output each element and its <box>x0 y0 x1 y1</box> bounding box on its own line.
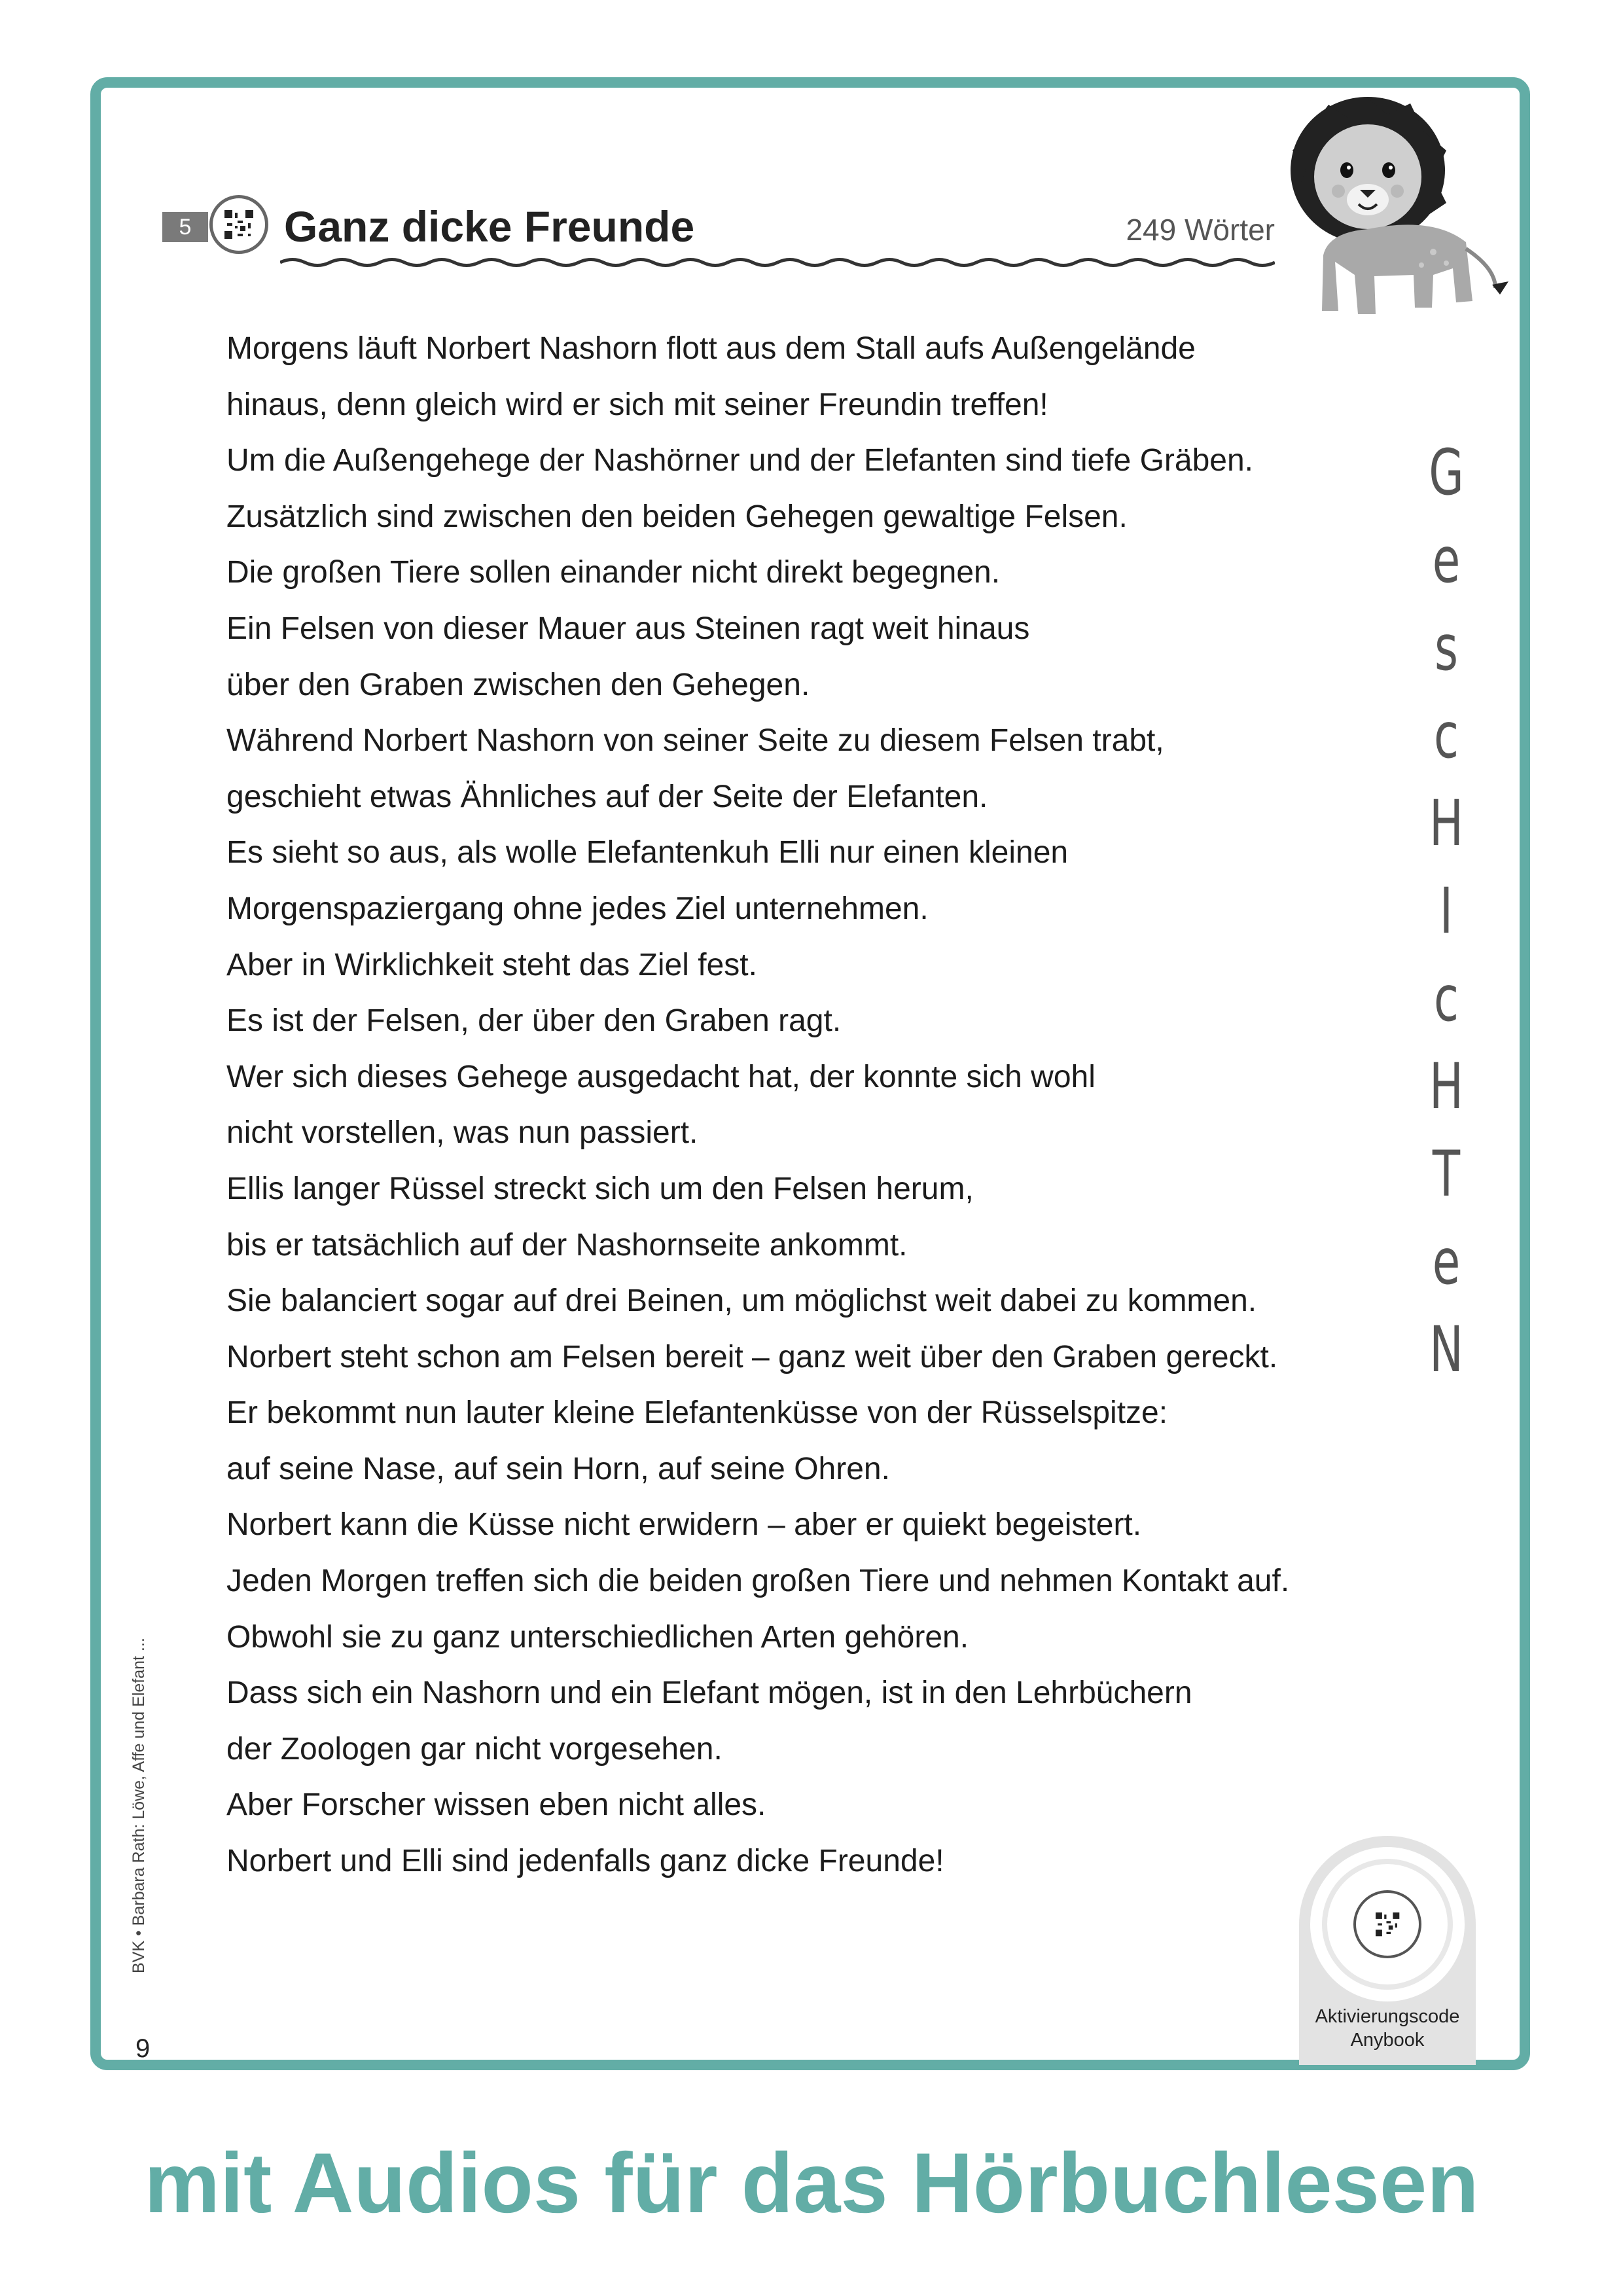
story-line: Obwohl sie zu ganz unterschiedlichen Arten gehören. <box>226 1619 969 1655</box>
story-line: Er bekommt nun lauter kleine Elefantenküsse von der Rüsselspitze: <box>226 1395 1168 1431</box>
audio-slogan: mit Audios für das Hörbuchlesen <box>144 2135 1479 2231</box>
story-line: Es ist der Felsen, der über den Graben ragt. <box>226 1003 842 1039</box>
story-line: Jeden Morgen treffen sich die beiden großen Tiere und nehmen Kontakt auf. <box>226 1564 1290 1599</box>
vertical-letter: H <box>1429 1050 1463 1123</box>
story-line: Die großen Tiere sollen einander nicht direkt begegnen. <box>226 555 1001 590</box>
story-line: Aber Forscher wissen eben nicht alles. <box>226 1787 766 1823</box>
page-number: 9 <box>135 2034 151 2063</box>
activation-code-label <box>1299 2005 1476 2052</box>
activation-code-box[interactable] <box>1299 1833 1476 2065</box>
story-line: Norbert und Elli sind jedenfalls ganz dicke Freunde! <box>226 1844 944 1879</box>
activation-label-line2: Anybook <box>1350 2030 1425 2051</box>
story-line: Dass sich ein Nashorn und ein Elefant mögen, ist in den Lehrbüchern <box>226 1676 1192 1711</box>
story-text <box>226 321 1418 1890</box>
story-line: Norbert kann die Küsse nicht erwidern – aber er quiekt begeistert. <box>226 1507 1142 1543</box>
book-credit: BVK • Barbara Rath: Löwe, Affe und Elefant ... <box>130 1638 148 1973</box>
wavy-underline <box>280 253 1275 272</box>
vertical-letter: H <box>1429 787 1463 860</box>
vertical-letter: c <box>1433 699 1459 772</box>
story-line: auf seine Nase, auf sein Horn, auf seine Ohren. <box>226 1451 890 1486</box>
story-line: geschieht etwas Ähnliches auf der Seite der Elefanten. <box>226 779 988 814</box>
story-line: bis er tatsächlich auf der Nashornseite ankommt. <box>226 1227 908 1263</box>
vertical-letter: e <box>1432 1225 1461 1299</box>
story-title: Ganz dicke Freunde <box>284 202 695 251</box>
activation-label-line1: Aktivierungscode <box>1315 2006 1460 2027</box>
vertical-letter: N <box>1429 1313 1463 1386</box>
story-line: Morgens läuft Norbert Nashorn flott aus dem Stall aufs Außengelände <box>226 331 1196 366</box>
story-line: nicht vorstellen, was nun passiert. <box>226 1115 698 1151</box>
qr-code-icon <box>224 210 253 239</box>
story-line: Aber in Wirklichkeit steht das Ziel fest. <box>226 947 757 982</box>
story-line: Ellis langer Rüssel streckt sich um den Felsen herum, <box>226 1171 974 1206</box>
story-line: Während Norbert Nashorn von seiner Seite zu diesem Felsen trabt, <box>226 723 1164 759</box>
story-line: Um die Außengehege der Nashörner und der Elefanten sind tiefe Gräben. <box>226 443 1253 478</box>
vertical-letter: I <box>1439 874 1454 948</box>
qr-code-icon <box>1376 1912 1399 1936</box>
vertical-word-geschichten <box>1404 429 1489 1393</box>
vertical-letter: e <box>1432 524 1461 597</box>
story-line: Morgenspaziergang ohne jedes Ziel unternehmen. <box>226 891 929 926</box>
story-line: Ein Felsen von dieser Mauer aus Steinen ragt weit hinaus <box>226 611 1030 646</box>
story-line: Wer sich dieses Gehege ausgedacht hat, der konnte sich wohl <box>226 1059 1096 1094</box>
story-line: Norbert steht schon am Felsen bereit – ganz weit über den Graben gereckt. <box>226 1339 1278 1374</box>
story-header <box>162 190 1275 281</box>
story-line: Es sieht so aus, als wolle Elefantenkuh Elli nur einen kleinen <box>226 835 1069 870</box>
qr-code-button[interactable] <box>209 195 268 254</box>
story-line: über den Graben zwischen den Gehegen. <box>226 667 810 702</box>
story-line: Sie balanciert sogar auf drei Beinen, um möglichst weit dabei zu kommen. <box>226 1283 1257 1319</box>
story-line: Zusätzlich sind zwischen den beiden Gehegen gewaltige Felsen. <box>226 499 1128 534</box>
track-number-badge: 5 <box>162 212 208 242</box>
vertical-letter: s <box>1434 611 1458 685</box>
lion-icon <box>1270 92 1518 327</box>
vertical-letter: T <box>1432 1138 1461 1211</box>
vertical-letter: G <box>1429 436 1464 509</box>
story-line: hinaus, denn gleich wird er sich mit seiner Freundin treffen! <box>226 387 1048 422</box>
vertical-letter: c <box>1433 962 1459 1035</box>
story-line: der Zoologen gar nicht vorgesehen. <box>226 1731 722 1767</box>
word-count: 249 Wörter <box>1126 213 1275 247</box>
